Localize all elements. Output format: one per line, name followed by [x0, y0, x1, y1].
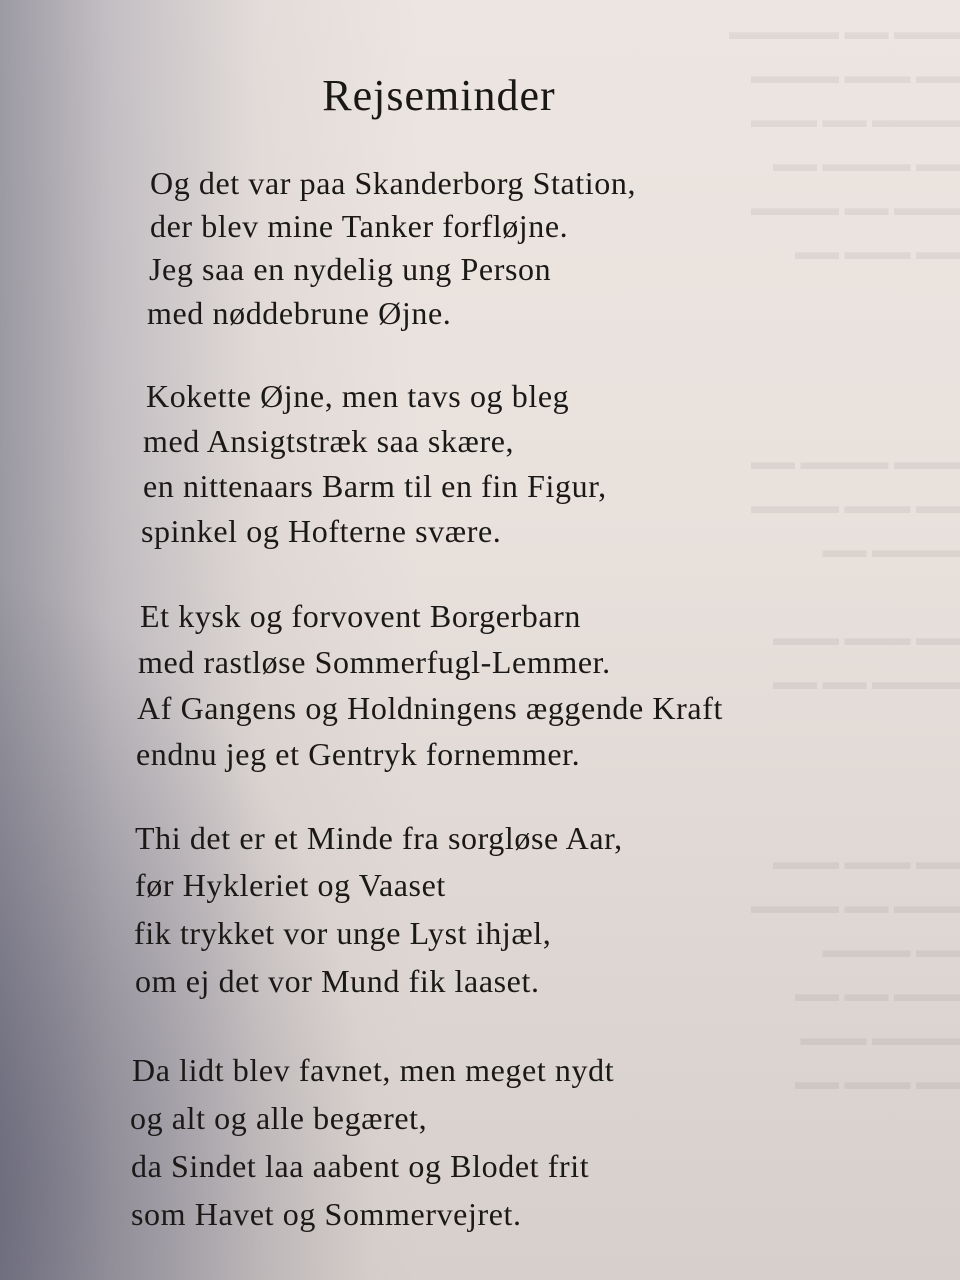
poem-line: Af Gangens og Holdningens æggende Kraft [137, 690, 723, 726]
stanza-4 [135, 820, 623, 1011]
poem-line: med rastløse Sommerfugl-Lemmer. [138, 644, 611, 680]
poem-line: med Ansigtstræk saa skære, [143, 423, 515, 459]
poem-line: endnu jeg et Gentryk fornemmer. [136, 736, 581, 772]
poem-line: fik trykket vor unge Lyst ihjæl, [134, 915, 552, 951]
show-through-texture: ▬▬ ▬▬▬ ▬▬▬ ▬▬▬ ▬▬ ▬▬▬▬ ▬▬ ▬▬▬▬ ▬▬▬ ▬▬ ▬▬ ▬▬▬▬ ▬▬▬ ▬▬ ▬▬▬ ▬▬ [751, 849, 960, 1094]
poem-title: Rejseminder [322, 71, 556, 120]
poem-line: spinkel og Hofterne svære. [141, 513, 502, 549]
stanza-2 [141, 378, 607, 558]
poem-line: Og det var paa Skanderborg Station, [150, 165, 637, 201]
poem-line: en nittenaars Barm til en fin Figur, [143, 468, 607, 504]
poem-line: Et kysk og forvovent Borgerbarn [140, 598, 582, 634]
stanza-1 [147, 165, 637, 339]
stanza-3 [136, 598, 723, 782]
poem-line: Kokette Øjne, men tavs og bleg [146, 378, 570, 414]
poem-line: Thi det er et Minde fra sorgløse Aar, [135, 820, 623, 856]
poem-line: om ej det vor Mund fik laaset. [135, 963, 540, 999]
poem-line: med nøddebrune Øjne. [147, 295, 452, 331]
poem-line: der blev mine Tanker forfløjne. [150, 208, 569, 244]
poem-line: før Hykleriet og Vaaset [135, 867, 446, 903]
show-through-texture: ▬▬▬ ▬▬▬▬ ▬▬ ▬▬ ▬▬▬ ▬▬▬▬ ▬▬▬▬ ▬▬ ▬▬ ▬▬▬ ▬▬▬ ▬▬▬▬ ▬▬ ▬▬ [751, 449, 960, 694]
poem-line: som Havet og Sommervejret. [131, 1196, 522, 1232]
poem-line: da Sindet laa aabent og Blodet frit [131, 1148, 590, 1184]
poem-line: og alt og alle begæret, [130, 1100, 428, 1136]
stanza-5 [132, 1052, 614, 1244]
show-through-texture: ▬▬▬ ▬▬ ▬▬▬▬▬ ▬▬ ▬▬▬ ▬▬▬▬ ▬▬▬▬ ▬▬ ▬▬▬ ▬▬ ▬▬▬▬ ▬▬ ▬▬▬ ▬▬ ▬▬▬▬ ▬▬ ▬▬▬ ▬▬ [729, 19, 960, 264]
poem-line: Jeg saa en nydelig ung Person [149, 251, 552, 287]
poem-line: Da lidt blev favnet, men meget nydt [132, 1052, 615, 1088]
